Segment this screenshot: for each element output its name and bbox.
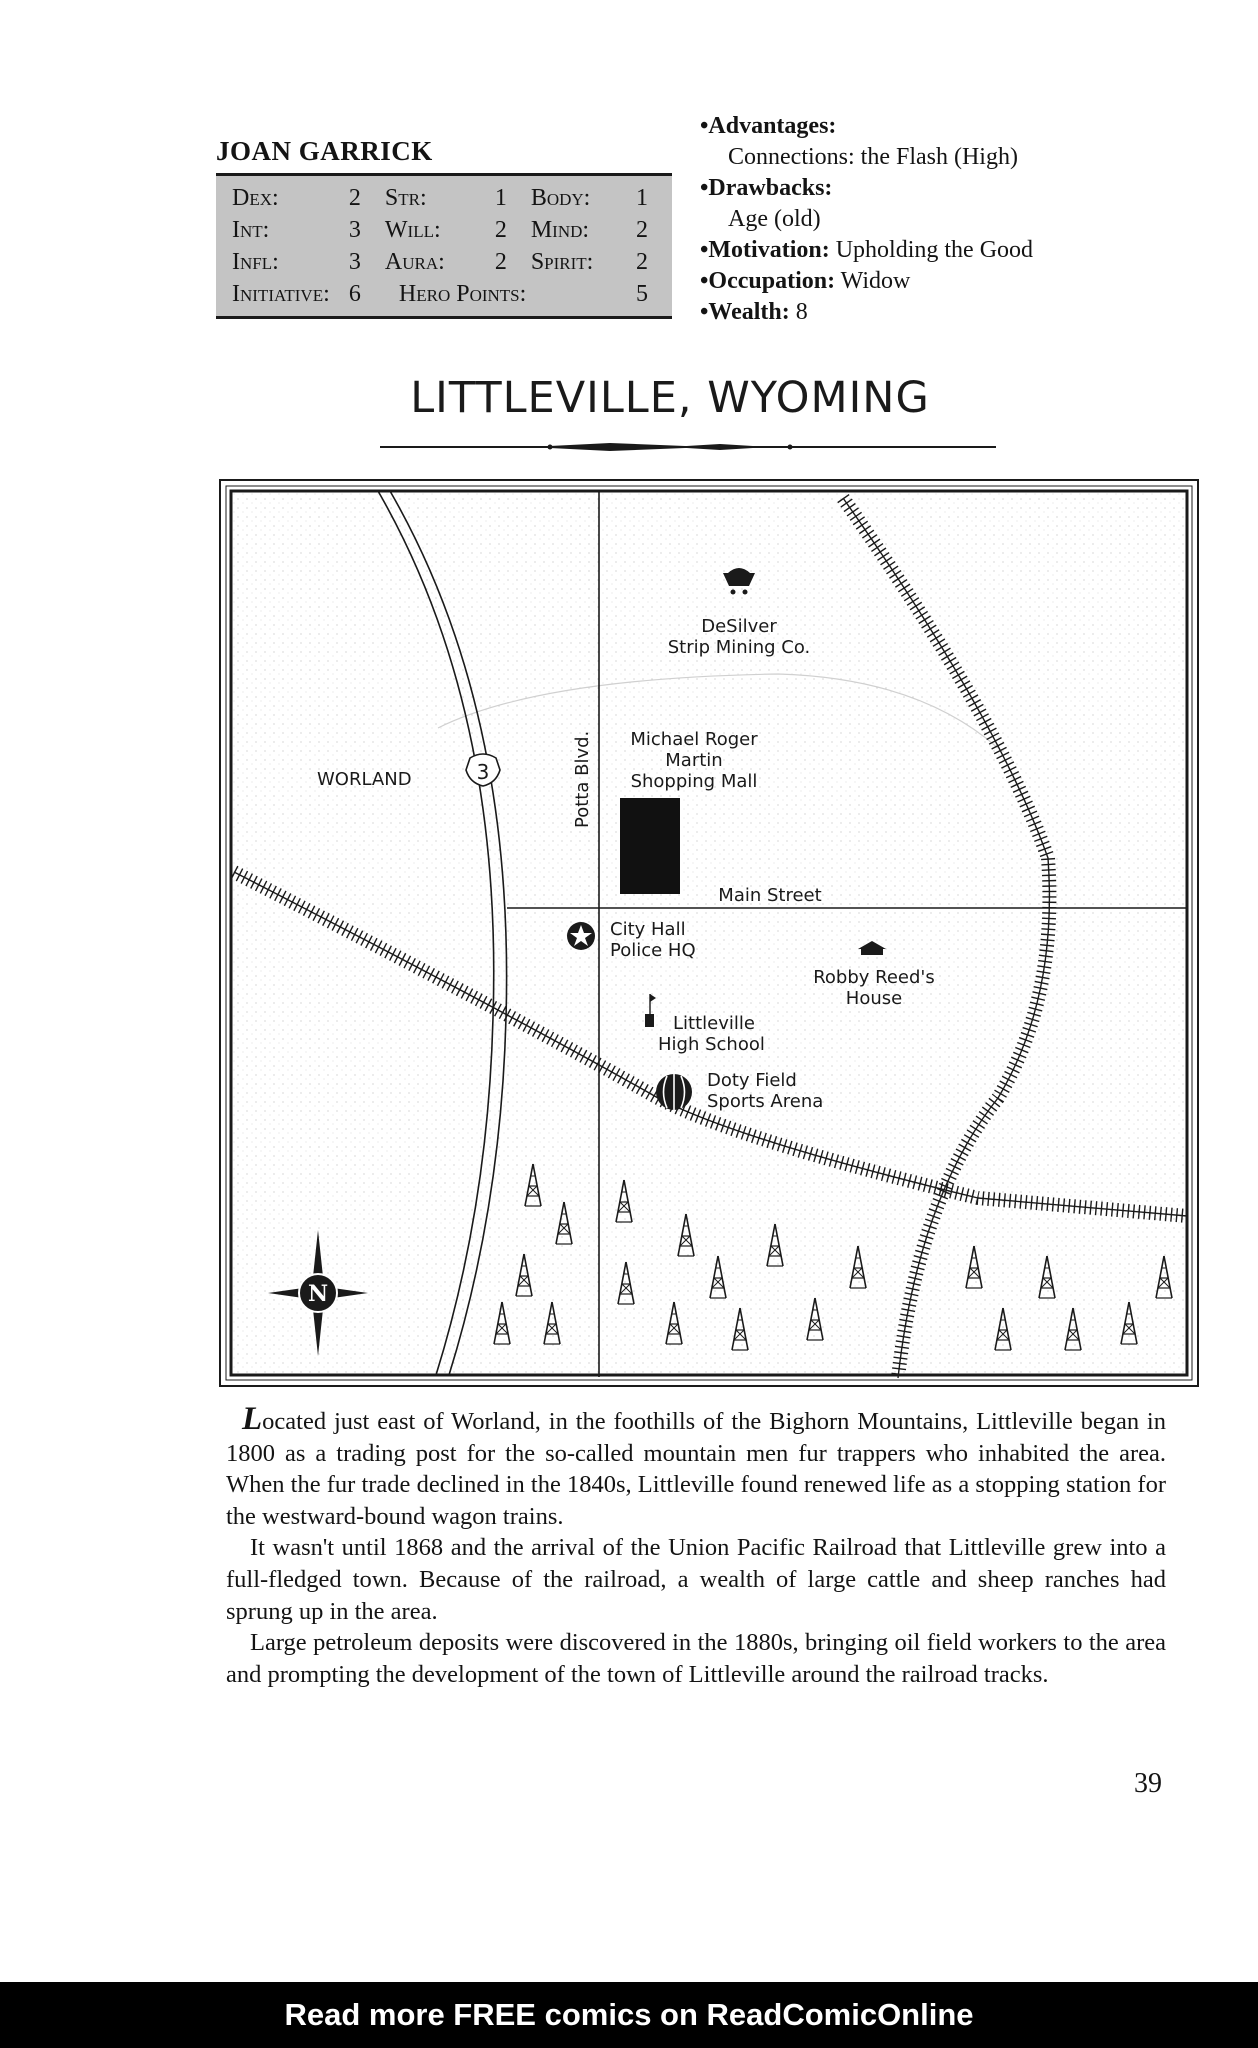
stat-label: Aura: <box>384 248 445 275</box>
basketball-icon <box>656 1074 692 1110</box>
stat-value: 2 <box>348 184 361 211</box>
footer-banner[interactable]: Read more FREE comics on ReadComicOnline <box>0 1982 1258 2048</box>
body-paragraph: Large petroleum deposits were discovered in the 1880s, bringing oil field workers to the area and prompting the development of the town of Littleville around the railroad tracks. <box>226 1629 1166 1688</box>
city-hall-label: Police HQ <box>610 940 696 961</box>
mall-label: Martin <box>665 750 723 771</box>
stat-table <box>232 182 672 310</box>
stat-label: Infl: <box>232 248 279 275</box>
body-paragraph: It wasn't until 1868 and the arrival of the Union Pacific Railroad that Littleville grew into a full-fledged town. Because of the railroad, a wealth of large cattle and sheep ranches had sprung up in the area. <box>226 1534 1166 1625</box>
stat-block <box>216 173 672 319</box>
motivation-label: •Motivation: <box>700 237 830 263</box>
body-text <box>226 1401 1166 1690</box>
mall-label: Shopping Mall <box>630 771 758 792</box>
stat-value: 2 <box>494 248 507 275</box>
stat-label: Str: <box>384 184 427 211</box>
page-number: 39 <box>1134 1768 1162 1799</box>
arena-label: Sports Arena <box>707 1091 824 1112</box>
stat-value: 1 <box>494 184 507 211</box>
stat-value: 3 <box>348 248 361 275</box>
high-school-label: High School <box>658 1034 765 1055</box>
city-hall-label: City Hall <box>610 919 686 940</box>
body-paragraph <box>226 1401 1166 1532</box>
route-number: 3 <box>476 760 490 784</box>
mall-label: Michael Roger <box>630 729 758 750</box>
advantages-value: Connections: the Flash (High) <box>728 144 1018 170</box>
robby-reed-label: Robby Reed's <box>813 967 935 988</box>
stat-value: 2 <box>494 216 507 243</box>
robby-reed-label: House <box>845 988 903 1009</box>
occupation-label: •Occupation: <box>700 268 836 294</box>
town-map <box>218 478 1200 1388</box>
character-traits <box>700 111 1033 328</box>
initiative-label: Initiative: <box>232 280 330 307</box>
stat-label: Mind: <box>530 216 590 243</box>
title-divider <box>380 440 996 454</box>
motivation-value: Upholding the Good <box>835 237 1034 263</box>
stat-label: Int: <box>232 216 270 243</box>
stat-label: Will: <box>384 216 441 243</box>
wealth-value: 8 <box>795 299 808 325</box>
arena-label: Doty Field <box>707 1070 797 1091</box>
main-street-label: Main Street <box>718 885 822 906</box>
stat-value: 2 <box>636 248 648 275</box>
mall-building-icon <box>620 798 680 894</box>
initiative-value: 6 <box>348 280 361 307</box>
paragraph-text: ocated just east of Worland, in the foothills of the Bighorn Mountains, Littleville began in 1800 as a trading post for the so-called mountain men fur trappers who inhabited the area. When the fur trade declined in the 1840s, Littleville found renewed life as a stopping station for the westward-bound wagon trains. <box>226 1408 1166 1530</box>
drawbacks-value: Age (old) <box>728 206 821 232</box>
hero-points-value: 5 <box>636 280 648 307</box>
potta-blvd-label: Potta Blvd. <box>572 730 593 828</box>
desilver-label: DeSilver <box>701 616 777 637</box>
occupation-value: Widow <box>840 268 911 294</box>
character-name: JOAN GARRICK <box>216 136 433 166</box>
high-school-label: Littleville <box>673 1013 755 1034</box>
wealth-label: •Wealth: <box>700 299 790 325</box>
stat-value: 2 <box>636 216 648 243</box>
section-title: LITTLEVILLE, WYOMING <box>410 373 930 423</box>
compass-label: N <box>307 1281 329 1307</box>
stat-label: Spirit: <box>530 248 594 275</box>
stat-label: Body: <box>530 184 591 211</box>
advantages-label: •Advantages: <box>700 113 837 139</box>
stat-label: Dex: <box>232 184 279 211</box>
stat-value: 1 <box>636 184 648 211</box>
drawbacks-label: •Drawbacks: <box>700 175 833 201</box>
desilver-label: Strip Mining Co. <box>667 637 811 658</box>
worland-label: WORLAND <box>317 769 412 790</box>
hero-points-label: Hero Points: <box>398 280 527 307</box>
star-icon <box>567 922 595 950</box>
stat-value: 3 <box>348 216 361 243</box>
drop-cap: L <box>242 1401 263 1437</box>
